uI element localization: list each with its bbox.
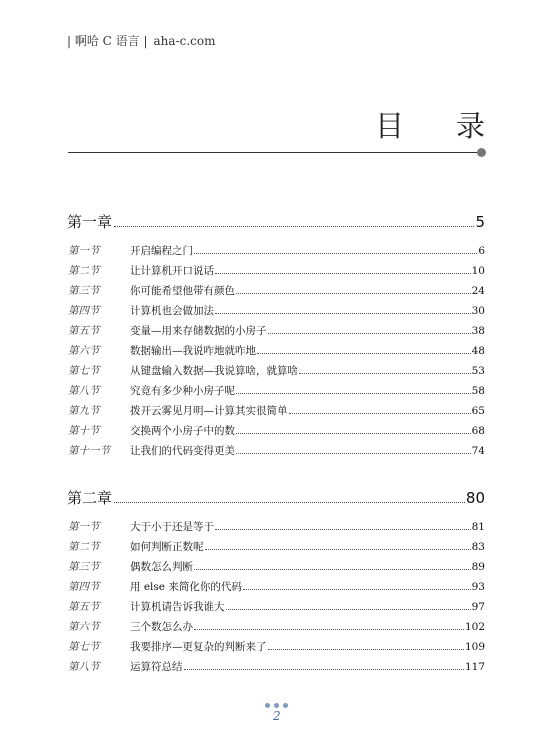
dot-leader: [243, 589, 471, 590]
toc-entry[interactable]: [68, 579, 485, 594]
section-title: 拨开云雾见月明—计算其实很简单: [130, 405, 288, 417]
section-label: 第九节: [68, 405, 100, 417]
toc-entry[interactable]: [68, 283, 485, 298]
dot-leader: [226, 609, 471, 610]
toc-entry[interactable]: [68, 539, 485, 554]
section-page: 53: [471, 365, 485, 377]
chapter-heading[interactable]: [67, 487, 485, 508]
toc-entry[interactable]: [68, 243, 485, 258]
section-label: 第一节: [68, 521, 100, 533]
toc-entry[interactable]: [68, 443, 485, 458]
running-header: [67, 32, 215, 49]
section-title: 让我们的代码变得更美: [130, 445, 235, 457]
toc-entry[interactable]: [68, 263, 485, 278]
section-page: 6: [478, 245, 485, 257]
section-title: 变量—用来存储数据的小房子: [130, 325, 267, 337]
chapter-page: 5: [475, 213, 485, 231]
section-page: 109: [464, 641, 485, 653]
section-label: 第三节: [68, 285, 100, 297]
toc-entry[interactable]: [68, 403, 485, 418]
section-page: 10: [471, 265, 485, 277]
section-label: 第一节: [68, 245, 100, 257]
dot-leader: [215, 313, 471, 314]
toc-entry[interactable]: [68, 323, 485, 338]
section-title: 运算符总结: [130, 661, 183, 673]
section-label: 第八节: [68, 385, 100, 397]
section-page: 97: [471, 601, 485, 613]
toc-entry[interactable]: [68, 343, 485, 358]
divider-dot: [477, 148, 486, 157]
section-title: 三个数怎么办: [130, 621, 193, 633]
section-label: 第五节: [68, 325, 100, 337]
toc-title-char-2: 录: [455, 109, 485, 143]
dot-leader: [268, 333, 471, 334]
dot-leader: [205, 549, 471, 550]
toc-entry[interactable]: [68, 363, 485, 378]
toc-entry[interactable]: [68, 639, 485, 654]
section-title: 从键盘输入数据—我说算啥，就算啥: [130, 365, 298, 377]
section-page: 81: [471, 521, 485, 533]
dot-leader: [114, 502, 465, 503]
section-label: 第二节: [68, 265, 100, 277]
toc-entry[interactable]: [68, 659, 485, 674]
ornament-dot: [283, 703, 288, 708]
section-label: 第四节: [68, 581, 100, 593]
section-label: 第八节: [68, 661, 100, 673]
section-page: 58: [471, 385, 485, 397]
chapter-page: 80: [465, 489, 485, 507]
section-page: 93: [471, 581, 485, 593]
section-label: 第六节: [68, 621, 100, 633]
dot-leader: [236, 453, 471, 454]
chapter-label: 第一章: [67, 213, 113, 231]
section-title: 偶数怎么判断: [130, 561, 193, 573]
ornament-dot: [265, 703, 270, 708]
section-page: 102: [464, 621, 485, 633]
toc-entry[interactable]: [68, 599, 485, 614]
section-label: 第四节: [68, 305, 100, 317]
section-title: 让计算机开口说话: [130, 265, 214, 277]
section-label: 第七节: [68, 365, 100, 377]
book-title: | 啊哈 C 语言 |: [67, 34, 148, 48]
section-label: 第五节: [68, 601, 100, 613]
section-title: 你可能希望他带有颜色: [130, 285, 235, 297]
section-title: 计算机也会做加法: [130, 305, 214, 317]
footer-ornament: [265, 703, 288, 708]
section-page: 48: [471, 345, 485, 357]
toc-entry[interactable]: [68, 559, 485, 574]
chapter-label: 第二章: [67, 489, 113, 507]
section-title: 如何判断正数呢: [130, 541, 204, 553]
dot-leader: [114, 226, 474, 227]
section-page: 83: [471, 541, 485, 553]
section-label: 第十节: [68, 425, 100, 437]
section-label: 第二节: [68, 541, 100, 553]
dot-leader: [236, 393, 471, 394]
title-divider: [68, 152, 480, 153]
dot-leader: [184, 669, 464, 670]
section-page: 65: [471, 405, 485, 417]
section-title: 开启编程之门: [130, 245, 193, 257]
section-title: 交换两个小房子中的数: [130, 425, 235, 437]
dot-leader: [194, 569, 471, 570]
dot-leader: [215, 529, 471, 530]
dot-leader: [268, 649, 464, 650]
dot-leader: [257, 353, 471, 354]
section-title: 我要排序—更复杂的判断来了: [130, 641, 267, 653]
dot-leader: [299, 373, 471, 374]
section-page: 74: [471, 445, 485, 457]
section-page: 117: [464, 661, 485, 673]
dot-leader: [236, 433, 471, 434]
section-title: 用 else 来简化你的代码: [130, 581, 242, 593]
toc-entry[interactable]: [68, 619, 485, 634]
section-label: 第七节: [68, 641, 100, 653]
toc-entry[interactable]: [68, 423, 485, 438]
toc-title-char-1: 目: [374, 109, 404, 143]
section-label: 第十一节: [68, 445, 110, 457]
toc-entry[interactable]: [68, 303, 485, 318]
dot-leader: [215, 273, 471, 274]
toc-title: [375, 104, 485, 145]
section-label: 第三节: [68, 561, 100, 573]
section-page: 24: [471, 285, 485, 297]
section-page: 68: [471, 425, 485, 437]
section-title: 计算机请告诉我谁大: [130, 601, 225, 613]
dot-leader: [236, 293, 471, 294]
dot-leader: [194, 253, 477, 254]
toc-entry[interactable]: [68, 519, 485, 534]
page-number: 2: [273, 709, 281, 723]
section-title: 大于小于还是等于: [130, 521, 214, 533]
section-title: 数据输出—我说咋地就咋地: [130, 345, 256, 357]
section-page: 30: [471, 305, 485, 317]
site-url[interactable]: aha-c.com: [153, 34, 216, 48]
dot-leader: [194, 629, 464, 630]
ornament-dot: [274, 703, 279, 708]
section-page: 89: [471, 561, 485, 573]
toc-entry[interactable]: [68, 383, 485, 398]
section-title: 究竟有多少种小房子呢: [130, 385, 235, 397]
dot-leader: [289, 413, 471, 414]
section-page: 38: [471, 325, 485, 337]
chapter-heading[interactable]: [67, 211, 485, 232]
section-label: 第六节: [68, 345, 100, 357]
